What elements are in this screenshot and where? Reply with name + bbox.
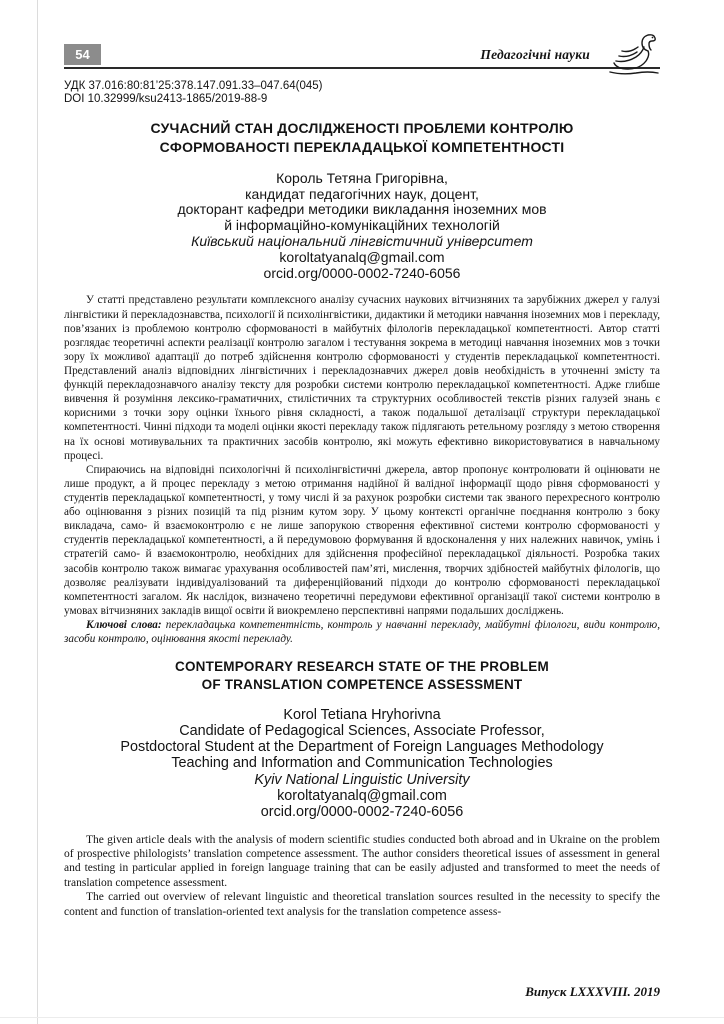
abstract-paragraph: У статті представлено результати комплексного аналізу сучасних наукових вітчизняних та зарубіжних джерел у галузі лінгвістики й перекладознавства, психології й психолінгвістики, дидактики й методики навчання іноземних мов і перекладу, пов’язаних із проблемою контролю сформованості в майбутніх філологів перекладацької компетентності. Автор статті розглядає теоретичні аспекти реалізації контролю загалом і тестування зокрема в методиці навчання іноземних мов з точки зору їх можливої адаптації до потреб здійснення контролю сформованості у студентів перекладацької компетентності. Представлений аналіз відповідних лінгвістичних і перекладознавчих джерел довів необхідність в уточненні змісту та функцій перекладознавчого аналізу тексту для розробки системи контролю перекладацької компетентності. Адже глибше вивчення й розуміння лексико-граматичних, стилістичних та структурних особливостей текстів різних галузей знань є корисними з точки зору оцінки їхнього рівня складності, а також подальшої деталізації структури перекладацької компетентності. Чинні підходи та моделі оцінки якості перекладу також підлягають ретельному розгляду з метою створення на їх основі мотивувальних та практичних засобів контролю, які можуть ефективно використовуватися в навчальному процесі.	[64, 294, 660, 462]
author-email: koroltatyanalq@gmail.com	[279, 248, 445, 265]
author-position: докторант кафедри методики викладання іноземних мов	[177, 201, 547, 218]
article-title-uk	[64, 119, 660, 157]
keywords-label: Ключові слова:	[86, 618, 162, 631]
page-content	[0, 80, 724, 919]
section-title: Педагогічні науки	[480, 47, 590, 62]
abstract-paragraph: Спираючись на відповідні психологічні й психолінгвістичні джерела, автор пропонує контролювати й оцінювати не лише продукт, а й процес перекладу з метою отримання надійної й валідної інформації щодо рівня сформованості у студентів перекладацької компетентності, у тому числі й за рахунок розробки системи так званого перехресного контролю або оцінювання з різних позицій та під різним кутом зору. У цьому контексті органічне поєднання контролю з боку викладача, само- й взаємоконтролю є не лише запорукою створення ефективної системи контролю сформованості у студентів перекладацької компетентності, а й передумовою формування й вдосконалення у них належних навичок, умінь і стратегій само- й взаємоконтролю, необхідних для здійснення професійної перекладацької діяльності. Розробка таких засобів контролю також вимагає урахування особливостей пам’яті, мислення, творчих здібностей майбутніх філологів, що дозволяє реалізувати індивідуалізований та диференційований підходи до контролю сформованості перекладацької компетентності загалом. Як наслідок, визначено теоретичні передумови ефективної організації такої системи контролю в умовах вітчизняних закладів вищої освіти й виокремлено перспективні напрями подальших досліджень.	[64, 463, 660, 617]
page-number: 54	[75, 47, 90, 62]
issue-label: Випуск LXXXVIII. 2019	[525, 984, 660, 999]
author-position: Teaching and Information and Communication Technologies	[171, 755, 553, 772]
article-title-en	[64, 658, 660, 694]
affiliation: Kyiv National Linguistic University	[254, 771, 470, 788]
article-meta	[64, 80, 660, 105]
author-position: Postdoctoral Student at the Department of Foreign Languages Methodology	[120, 739, 604, 756]
scan-edge	[37, 0, 38, 1024]
page-number-badge	[64, 44, 101, 65]
scan-edge	[0, 1017, 724, 1018]
title-line: OF TRANSLATION COMPETENCE ASSESSMENT	[201, 677, 523, 693]
abstract-paragraph: The carried out overview of relevant linguistic and theoretical translation sources resulted in the necessity to specify the content and function of translation-oriented text analysis for the translation competence assess-	[64, 891, 660, 918]
udc-line: УДК 37.016:80:81’25:378.147.091.33–047.64(045)	[64, 80, 323, 92]
author-orcid: orcid.org/0000-0002-7240-6056	[260, 804, 464, 821]
affiliation: Київський національний лінгвістичний університет	[191, 233, 533, 250]
author-orcid: orcid.org/0000-0002-7240-6056	[263, 264, 461, 281]
title-line: CONTEMPORARY RESEARCH STATE OF THE PROBLEM	[175, 659, 549, 675]
abstract-en	[64, 833, 660, 920]
author-block-en	[64, 707, 660, 821]
author-degree: кандидат педагогічних наук, доцент,	[245, 185, 479, 202]
keywords-paragraph	[64, 618, 660, 646]
author-name: Король Тетяна Григорівна,	[276, 169, 448, 186]
abstract-uk	[64, 293, 660, 646]
title-line: СУЧАСНИЙ СТАН ДОСЛІДЖЕНОСТІ ПРОБЛЕМИ КОНТРОЛЮ	[150, 120, 574, 136]
author-email: koroltatyanalq@gmail.com	[277, 787, 447, 804]
journal-swan-logo-icon	[604, 29, 664, 79]
author-block-uk	[64, 171, 660, 282]
abstract-paragraph: The given article deals with the analysis of modern scientific studies conducted both abroad and in Ukraine on the problem of prospective philologists’ translation competence assessment. The author considers theoretical issues of assessment in general and testing in particular applied in foreign language training that can be easily adjusted and transformed to meet the needs of translation competence assessment.	[64, 833, 660, 889]
author-name: Korol Tetiana Hryhorivna	[283, 706, 441, 723]
author-degree: Candidate of Pedagogical Sciences, Associate Professor,	[179, 722, 545, 739]
title-line: СФОРМОВАНОСТІ ПЕРЕКЛАДАЦЬКОЇ КОМПЕТЕНТНОСТІ	[159, 138, 565, 155]
page-header	[64, 44, 660, 69]
keywords-text: перекладацька компетентність, контроль у навчанні перекладу, майбутні філологи, види контролю, засоби контролю, оцінювання якості перекладу.	[64, 618, 660, 646]
author-position: й інформаційно-комунікаційних технологій	[224, 217, 500, 234]
doi-line: DOI 10.32999/ksu2413-1865/2019-88-9	[64, 92, 268, 105]
